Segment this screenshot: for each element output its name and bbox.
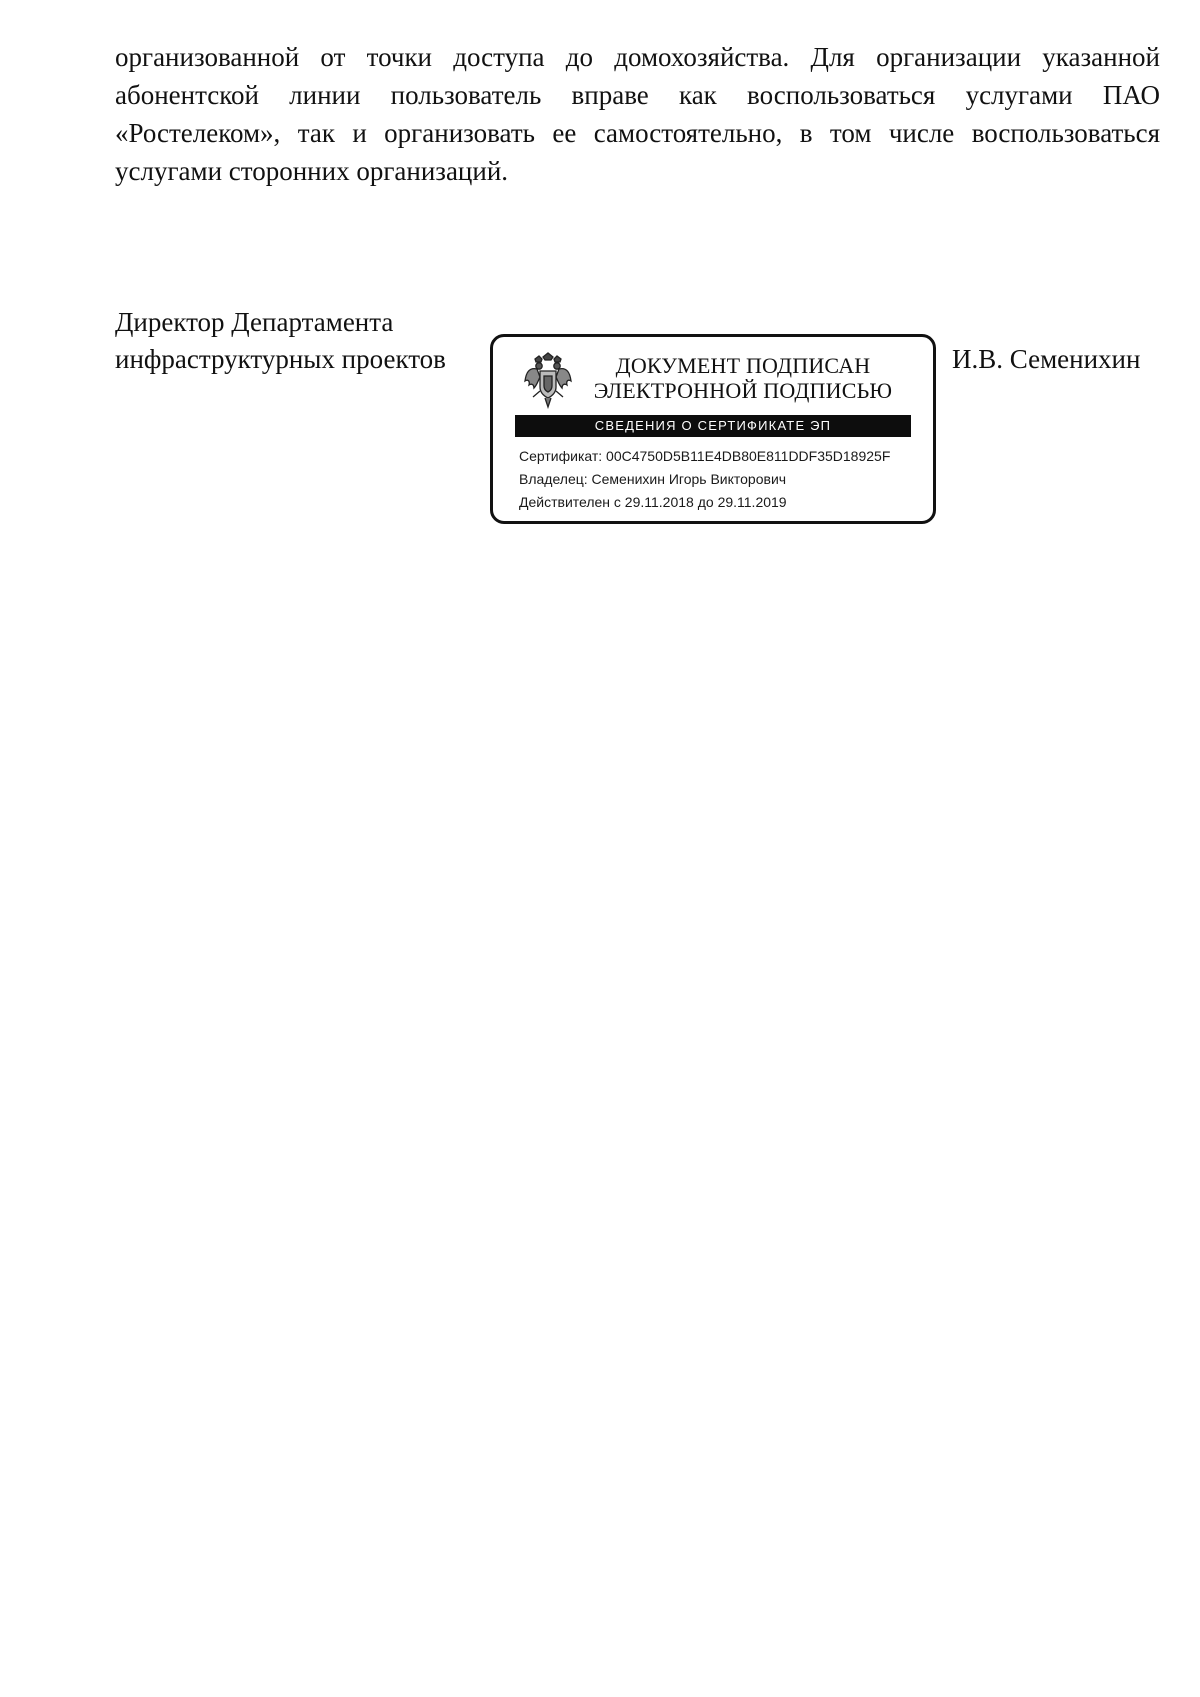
stamp-title-line-1: ДОКУМЕНТ ПОДПИСАН: [615, 353, 871, 378]
stamp-title-line-2: ЭЛЕКТРОННОЙ ПОДПИСЬЮ: [593, 378, 893, 403]
signer-position-line-2: инфраструктурных проектов: [115, 344, 446, 374]
certificate-info-header: СВЕДЕНИЯ О СЕРТИФИКАТЕ ЭП: [515, 415, 911, 437]
coat-of-arms-icon: [523, 351, 573, 409]
signer-position: [115, 304, 446, 378]
body-paragraph: организованной от точки доступа до домохозяйства. Для организации указанной абонентской линии пользователь вправе как воспользоваться услугами ПАО «Ростелеком», так и организовать ее самостоятельно, в том числе воспользоваться услугами сторонних организаций.: [115, 42, 1160, 186]
certificate-details: [519, 445, 890, 514]
certificate-number: Сертификат: 00C4750D5B11E4DB80E811DDF35D18925F: [519, 448, 891, 464]
signer-position-line-1: Директор Департамента: [115, 307, 394, 337]
electronic-signature-stamp: [490, 334, 936, 524]
certificate-validity: Действителен с 29.11.2018 до 29.11.2019: [519, 494, 787, 510]
certificate-owner: Владелец: Семенихин Игорь Викторович: [519, 471, 787, 487]
signer-name: И.В. Семенихин: [952, 344, 1141, 374]
stamp-title: [583, 353, 903, 403]
